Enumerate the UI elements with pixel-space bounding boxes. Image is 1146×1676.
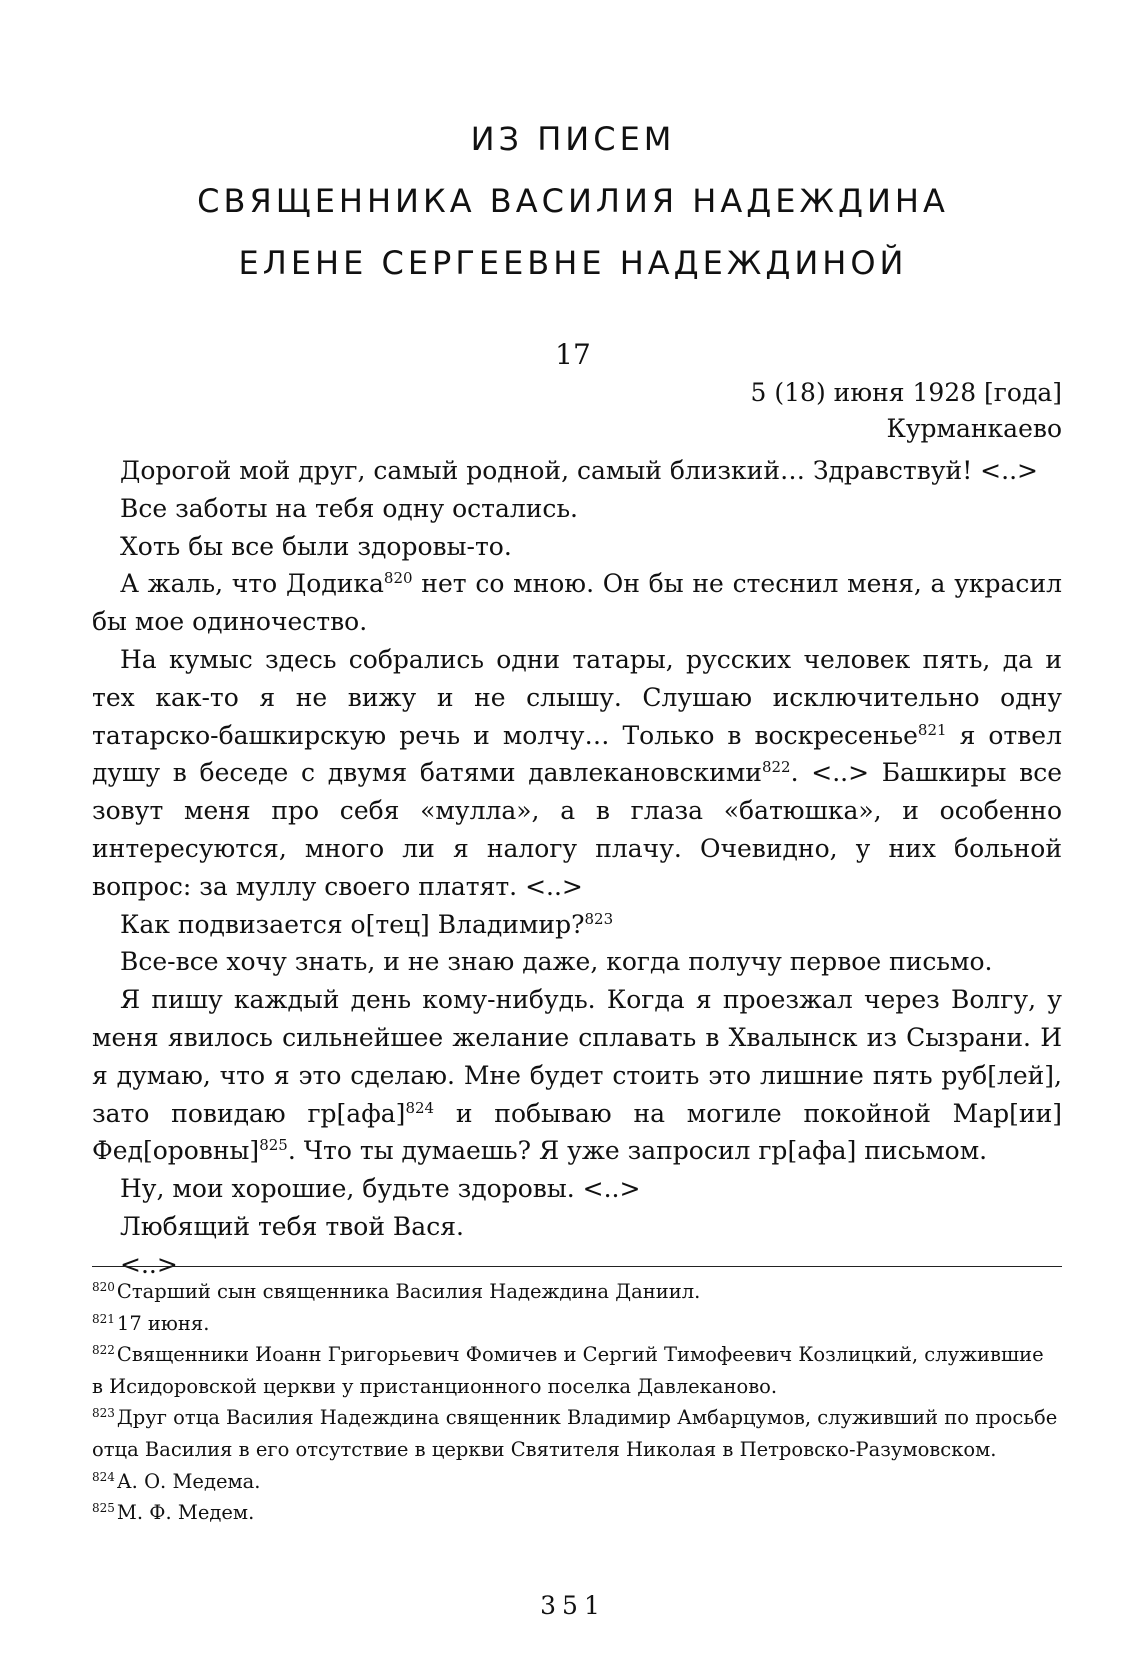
- page-number: 351: [540, 1591, 606, 1620]
- footnote-number: 821: [92, 1311, 115, 1326]
- letter-place: Курманкаево: [886, 414, 1062, 443]
- paragraph-text: и побываю на могиле покойной Мар[ии] Фед[оровны]: [92, 1098, 1062, 1166]
- footnote-number: 823: [92, 1406, 115, 1421]
- paragraph-text: Как подвизается о[тец] Владимир?: [120, 909, 585, 939]
- title-line-1: ИЗ ПИСЕМ: [470, 120, 676, 158]
- paragraph-text: я отвел душу в беседе с двумя батями давлекановскими: [92, 720, 1062, 788]
- footnote-text: М. Ф. Медем.: [116, 1501, 255, 1525]
- paragraph-text: А жаль, что Додика: [120, 569, 384, 599]
- paragraph-omission: <..>: [120, 1249, 178, 1279]
- paragraph: Все заботы на тебя одну остались.: [120, 493, 578, 523]
- footnote-ref: 822: [761, 758, 791, 777]
- footnote-ref: 824: [405, 1098, 435, 1117]
- footnote-text: Друг отца Василия Надеждина священник Владимир Амбарцумов, служивший по просьбе: [116, 1406, 1058, 1430]
- footnote: [92, 1466, 1062, 1498]
- paragraph: Хоть бы все были здоровы-то.: [120, 531, 512, 561]
- footnote-number: 825: [92, 1501, 115, 1516]
- paragraph-text: . <..> Башкиры все зовут меня про себя «мулла», а в глаза «батюшка», и особенно интересуются, много ли я налогу плачу. Очевидно, у них больной вопрос: за муллу своего платят. <..>: [92, 758, 1063, 901]
- paragraph: [92, 906, 1062, 944]
- paragraph: [92, 981, 1062, 1170]
- footnote-text: Старший сын священника Василия Надеждина Даниил.: [116, 1280, 701, 1303]
- footnote-number: 820: [92, 1280, 115, 1294]
- footnote-text: Священники Иоанн Григорьевич Фомичев и Сергий Тимофеевич Козлицкий, служившие: [116, 1343, 1044, 1367]
- footnote-ref: 823: [584, 909, 614, 928]
- paragraph-text: На кумыс здесь собрались одни татары, русских человек пять, да и тех как-то я не вижу и не слышу. Слушаю исключительно одну татарско-башкирскую речь и молчу… Только в воскресенье: [92, 644, 1062, 750]
- footnote-ref: 825: [259, 1136, 288, 1155]
- footnote-ref: 820: [383, 569, 413, 588]
- footnotes: [92, 1276, 1062, 1529]
- footnote-text: 17 июня.: [116, 1311, 210, 1335]
- letter-number: 17: [555, 338, 591, 371]
- paragraph: [92, 565, 1062, 641]
- footnote: [92, 1276, 1062, 1308]
- chapter-title: [0, 108, 1146, 294]
- footnote-divider: [92, 1266, 1062, 1267]
- paragraph-farewell: Ну, мои хорошие, будьте здоровы. <..>: [120, 1174, 641, 1204]
- footnote-text: А. О. Медема.: [116, 1469, 261, 1493]
- paragraph-signature: Любящий тебя твой Вася.: [120, 1211, 464, 1241]
- footnote-number: 822: [92, 1343, 115, 1358]
- footnote: [92, 1497, 1062, 1529]
- paragraph: Все-все хочу знать, и не знаю даже, когда получу первое письмо.: [120, 947, 993, 977]
- footnote: [92, 1402, 1062, 1434]
- footnote-ref: 821: [917, 720, 947, 739]
- paragraph-text: . Что ты думаешь? Я уже запросил гр[афа] письмом.: [287, 1136, 988, 1166]
- paragraph-text: нет со мною. Он бы не стеснил меня, а украсил бы мое одиночество.: [92, 569, 1062, 637]
- footnote-continuation: в Исидоровской церкви у пристанционного поселка Давлеканово.: [92, 1374, 778, 1398]
- footnote-continuation: отца Василия в его отсутствие в церкви Святителя Николая в Петровско-Разумовском.: [92, 1437, 997, 1461]
- footnote: [92, 1308, 1062, 1340]
- footnote: [92, 1339, 1062, 1371]
- letter-body: [92, 452, 1062, 1284]
- paragraph-greeting: Дорогой мой друг, самый родной, самый близкий… Здравствуй! <..>: [120, 456, 1038, 485]
- title-line-3: ЕЛЕНЕ СЕРГЕЕВНЕ НАДЕЖДИНОЙ: [238, 244, 908, 282]
- paragraph: [92, 641, 1062, 906]
- letter-date: 5 (18) июня 1928 [года]: [750, 378, 1062, 407]
- paragraph-text: Я пишу каждый день кому-нибудь. Когда я проезжал через Волгу, у меня явилось сильнейшее желание сплавать в Хвалынск из Сызрани. И я думаю, что я это сделаю. Мне будет стоить это лишние пять руб[лей], зато повидаю гр[афа]: [92, 985, 1062, 1128]
- title-line-2: СВЯЩЕННИКА ВАСИЛИЯ НАДЕЖДИНА: [197, 182, 949, 220]
- footnote-number: 824: [92, 1469, 115, 1484]
